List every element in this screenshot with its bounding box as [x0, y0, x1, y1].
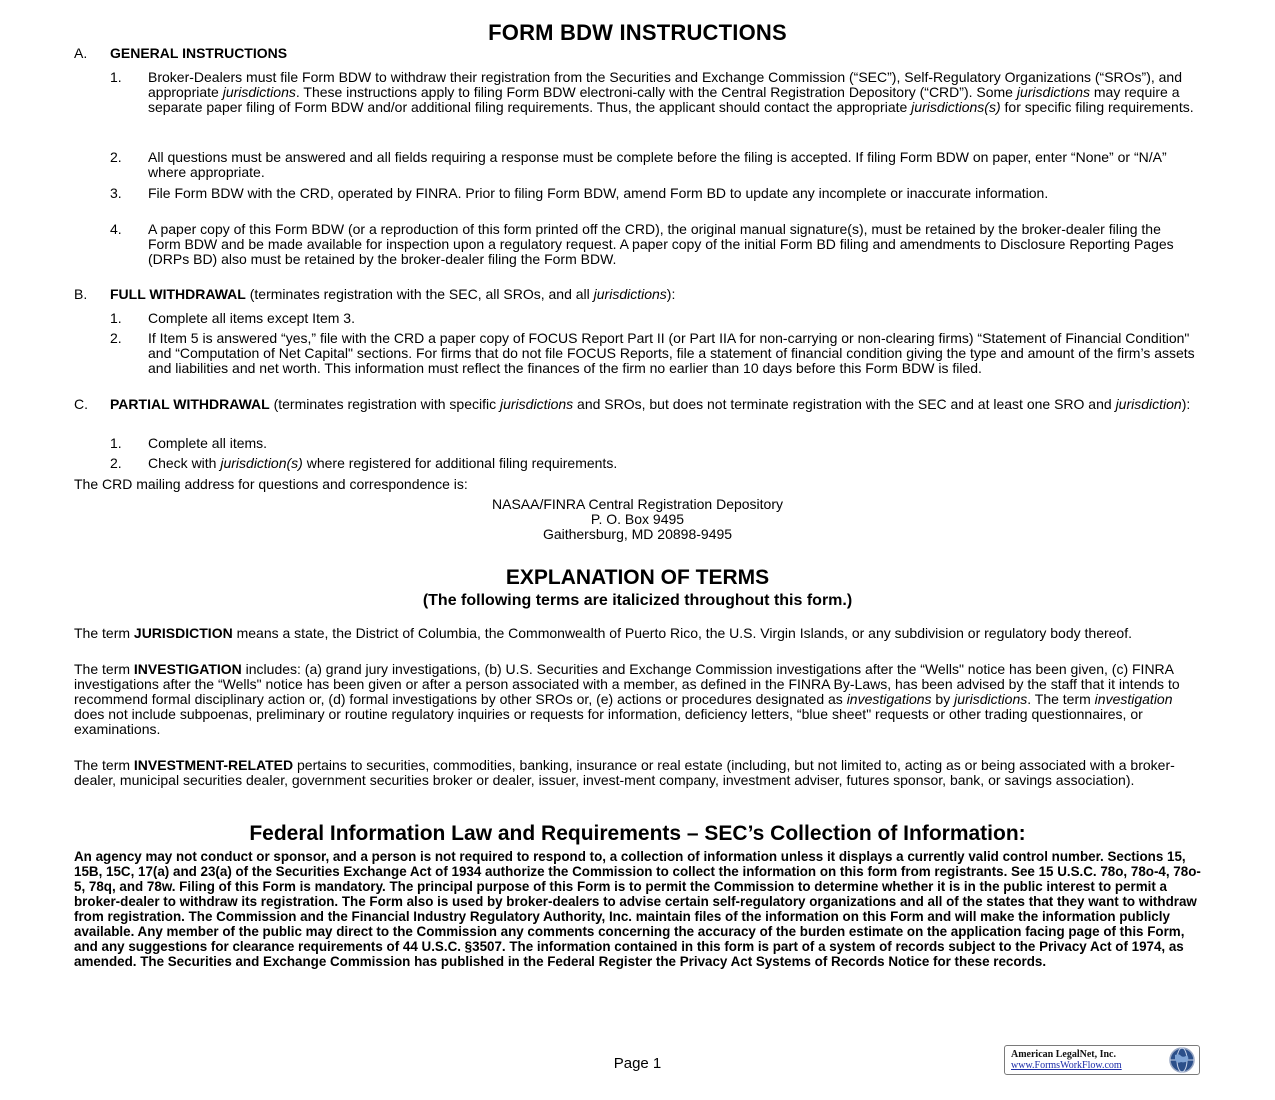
item-text: If Item 5 is answered “yes,” file with the CRD a paper copy of FOCUS Report Part II (or Part IIA for non-carrying or non-clearing firms) “Statement of Financial Condition" and “Computation of Net Capital" sections. For firms that do not file FOCUS Reports, file a statement of financial condition giving the type and amount of the firm’s assets and liabilities and net worth. This information must reflect the finances of the firm no earlier than 10 days before this Form BDW is filed.: [148, 330, 1195, 376]
federal-info-title: Federal Information Law and Requirements – SEC’s Collection of Information:: [249, 822, 1026, 845]
explanation-subtitle: (The following terms are italicized throughout this form.): [422, 592, 853, 609]
address-line: NASAA/FINRA Central Registration Depository: [492, 496, 783, 512]
mailing-address: [0, 497, 1275, 542]
section-a-title: GENERAL INSTRUCTIONS: [110, 45, 288, 61]
section-a-item-2: [110, 150, 1195, 180]
section-a-item-4: [110, 222, 1195, 267]
section-b-item-1: [110, 311, 1195, 326]
section-b-item-2: [110, 331, 1195, 376]
item-number: 1.: [110, 310, 122, 326]
item-text: Broker-Dealers must file Form BDW to withdraw their registration from the Securities and Exchange Commission (“SEC”), Self-Regulatory Organizations (“SROs”), and appropriate jurisdictions. These instructions apply to filing Form BDW electroni-cally with the Central Registration Depository (“CRD”). Some jurisdictions may require a separate paper filing of Form BDW and/or additional filing requirements. Thus, the applicant should contact the appropriate jurisdictions(s) for specific filing requirements.: [148, 69, 1194, 115]
publisher-logo[interactable]: [1004, 1045, 1200, 1075]
explanation-title: EXPLANATION OF TERMS: [505, 566, 770, 589]
section-b-title: FULL WITHDRAWAL: [110, 286, 246, 302]
globe-icon: [1169, 1047, 1195, 1073]
item-text: Complete all items except Item 3.: [148, 310, 355, 326]
logo-website-link[interactable]: www.FormsWorkFlow.com: [1011, 1060, 1122, 1071]
item-number: 1.: [110, 69, 122, 85]
item-text: Complete all items.: [148, 435, 268, 451]
logo-company-name: American LegalNet, Inc.: [1011, 1049, 1116, 1060]
item-number: 2.: [110, 455, 122, 471]
section-c-heading: C. PARTIAL WITHDRAWAL (terminates registration with specific jurisdictions and SROs, but does not terminate registration with the SEC and at least one SRO and jurisdiction):: [74, 396, 1191, 412]
item-number: 4.: [110, 221, 122, 237]
term-jurisdiction: The term JURISDICTION means a state, the District of Columbia, the Commonwealth of Puerto Rico, the U.S. Virgin Islands, or any subdivision or regulatory body thereof.: [74, 625, 1132, 641]
item-number: 2.: [110, 149, 122, 165]
item-number: 1.: [110, 435, 122, 451]
page-title: FORM BDW INSTRUCTIONS: [488, 20, 787, 45]
section-c-letter: C.: [74, 396, 88, 412]
address-line: P. O. Box 9495: [590, 511, 685, 527]
section-a-item-1: [110, 70, 1195, 115]
item-number: 3.: [110, 185, 122, 201]
page-number: Page 1: [613, 1055, 662, 1072]
federal-info-body: An agency may not conduct or sponsor, and a person is not required to respond to, a collection of information unless it displays a currently valid control number. Sections 15, 15B, 15C, 17(a) and 23(a) of the Securities Exchange Act of 1934 authorize the Commission to collect the information on this form from registrants. See 15 U.S.C. 78o, 78o-4, 78o-5, 78q, and 78w. Filing of this Form is mandatory. The principal purpose of this Form is to permit the Commission to determine whether it is in the public interest to permit a broker-dealer to withdraw its registration. The Form also is used by broker-dealers to advise certain self-regulatory organizations and all of the states that they want to withdraw from registration. The Commission and the Financial Industry Regulatory Authority, Inc. maintain files of the information on this Form and will make the information publicly available. Any member of the public may direct to the Commission any comments concerning the accuracy of the burden estimate on the application facing page of this Form, and any suggestions for clearance requirements of 44 U.S.C. §3507. The information contained in this form is part of a system of records subject to the Privacy Act of 1974, as amended. The Securities and Exchange Commission has published in the Federal Register the Privacy Act Systems of Records Notice for these records.: [74, 849, 1201, 969]
term-investigation: The term INVESTIGATION includes: (a) grand jury investigations, (b) U.S. Securities and Exchange Commission investigations after the “Wells" notice has been given, (c) FINRA investigations after the “Wells" notice has been given or after a person associated with a member, as defined in the FINRA By-Laws, has been advised by the staff that it intends to recommend formal disciplinary action or, (d) formal investigations by other SROs or, (e) actions or procedures designated as investigations by jurisdictions. The term investigation does not include subpoenas, preliminary or routine regulatory inquiries or requests for information, deficiency letters, “blue sheet" requests or other trading questionnaires, or examinations.: [74, 661, 1180, 737]
section-b-heading: B. FULL WITHDRAWAL (terminates registration with the SEC, all SROs, and all jurisdictions):: [74, 286, 676, 302]
section-c-title: PARTIAL WITHDRAWAL: [110, 396, 270, 412]
item-text: File Form BDW with the CRD, operated by FINRA. Prior to filing Form BDW, amend Form BD to update any incomplete or inaccurate information.: [148, 185, 1049, 201]
section-a-letter: A.: [74, 45, 88, 61]
item-text: All questions must be answered and all fields requiring a response must be complete before the filing is accepted. If filing Form BDW on paper, enter “None” or “N/A” where appropriate.: [148, 149, 1167, 180]
item-text: Check with jurisdiction(s) where registered for additional filing requirements.: [148, 455, 618, 471]
address-line: Gaithersburg, MD 20898-9495: [542, 526, 733, 542]
item-text: A paper copy of this Form BDW (or a reproduction of this form printed off the CRD), the original manual signature(s), must be retained by the broker-dealer filing the Form BDW and be made available for inspection upon a regulatory request. A paper copy of the initial Form BD filing and amendments to Disclosure Reporting Pages (DRPs BD) also must be retained by the broker-dealer filing the Form BDW.: [148, 221, 1174, 267]
term-investment-related: The term INVESTMENT-RELATED pertains to securities, commodities, banking, insurance or real estate (including, but not limited to, acting as or being associated with a broker-dealer, municipal securities dealer, government securities broker or dealer, issuer, invest-ment company, investment adviser, futures sponsor, bank, or savings association).: [74, 757, 1175, 788]
section-c-item-1: [110, 436, 1195, 451]
mailing-intro: The CRD mailing address for questions and correspondence is:: [74, 476, 468, 492]
section-a-item-3: [110, 186, 1195, 201]
section-c-item-2: [110, 456, 1195, 471]
section-a-heading: [74, 46, 1204, 61]
item-number: 2.: [110, 330, 122, 346]
section-b-letter: B.: [74, 286, 88, 302]
